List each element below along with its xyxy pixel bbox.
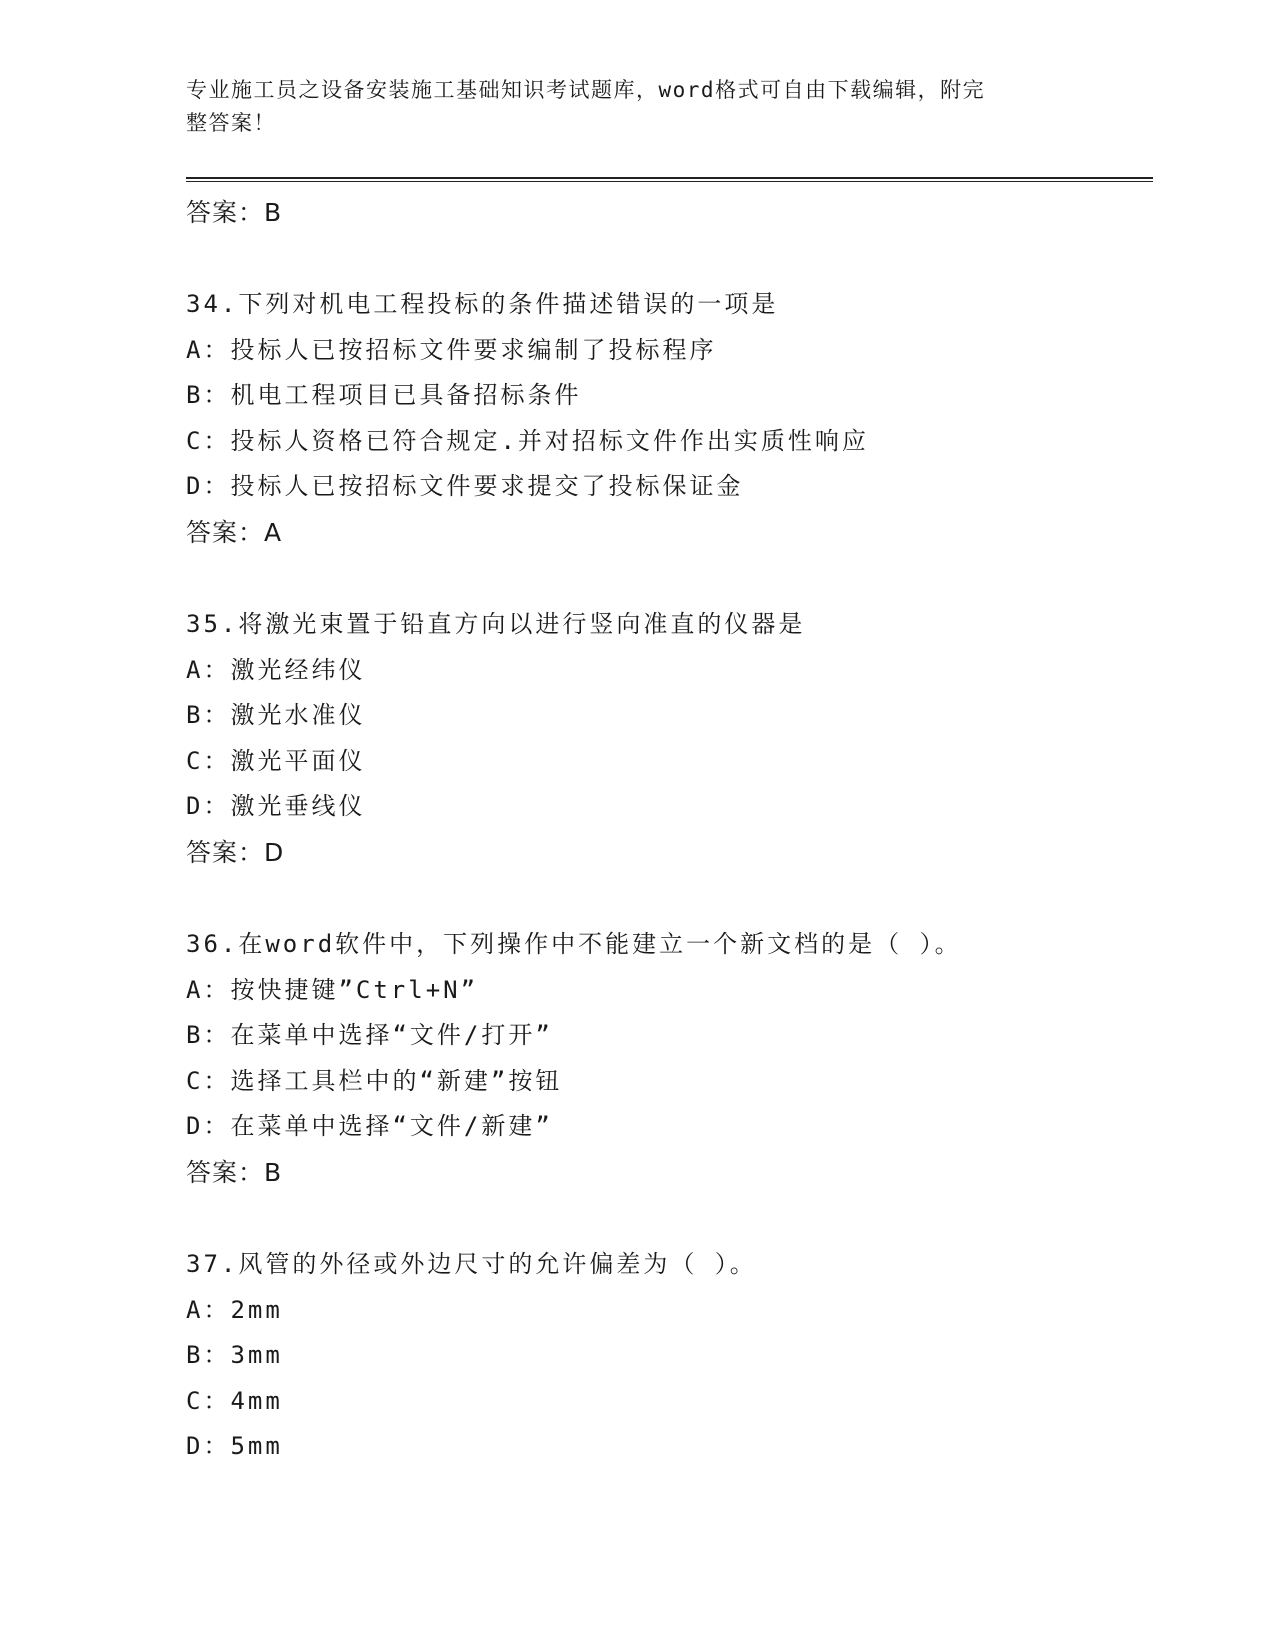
option-a: A：激光经纬仪 — [186, 655, 366, 684]
option-d: D：5mm — [186, 1432, 283, 1461]
header-divider — [186, 177, 1153, 182]
document-header — [186, 74, 1066, 140]
option-b: B：在菜单中选择“文件/打开” — [186, 1021, 553, 1050]
header-line-1: 专业施工员之设备安装施工基础知识考试题库，word格式可自由下载编辑，附完 — [186, 78, 986, 102]
option-d: D：投标人已按招标文件要求提交了投标保证金 — [186, 472, 744, 501]
question-title: 37.风管的外径或外边尺寸的允许偏差为（ ）。 — [186, 1249, 757, 1278]
question-title: 34.下列对机电工程投标的条件描述错误的一项是 — [186, 290, 779, 318]
answer-label: 答案：B — [186, 198, 283, 227]
question-title: 36.在word软件中，下列操作中不能建立一个新文档的是（ ）。 — [186, 929, 962, 958]
question-title: 35.将激光束置于铅直方向以进行竖向准直的仪器是 — [186, 609, 806, 638]
option-b: B：机电工程项目已具备招标条件 — [186, 381, 582, 410]
answer-label: 答案：B — [186, 1157, 283, 1187]
option-a: A：投标人已按招标文件要求编制了投标程序 — [186, 335, 717, 364]
question-34 — [186, 282, 1146, 556]
question-list — [186, 190, 1146, 1470]
option-c: C：激光平面仪 — [186, 746, 366, 775]
question-35 — [186, 602, 1146, 876]
option-c: C：选择工具栏中的“新建”按钮 — [186, 1066, 563, 1095]
answer-label: 答案：D — [186, 837, 285, 867]
question-36 — [186, 922, 1146, 1196]
option-b: B：3mm — [186, 1341, 283, 1370]
option-a: A：按快捷键”Ctrl+N” — [186, 975, 479, 1004]
option-a: A：2mm — [186, 1295, 283, 1324]
header-line-2: 整答案！ — [186, 111, 276, 135]
answer-label: 答案：A — [186, 517, 283, 547]
option-b: B：激光水准仪 — [186, 701, 366, 730]
option-c: C：4mm — [186, 1386, 283, 1415]
question-37 — [186, 1242, 1146, 1470]
option-d: D：在菜单中选择“文件/新建” — [186, 1112, 553, 1141]
option-d: D：激光垂线仪 — [186, 792, 366, 821]
option-c: C：投标人资格已符合规定.并对招标文件作出实质性响应 — [186, 426, 869, 455]
